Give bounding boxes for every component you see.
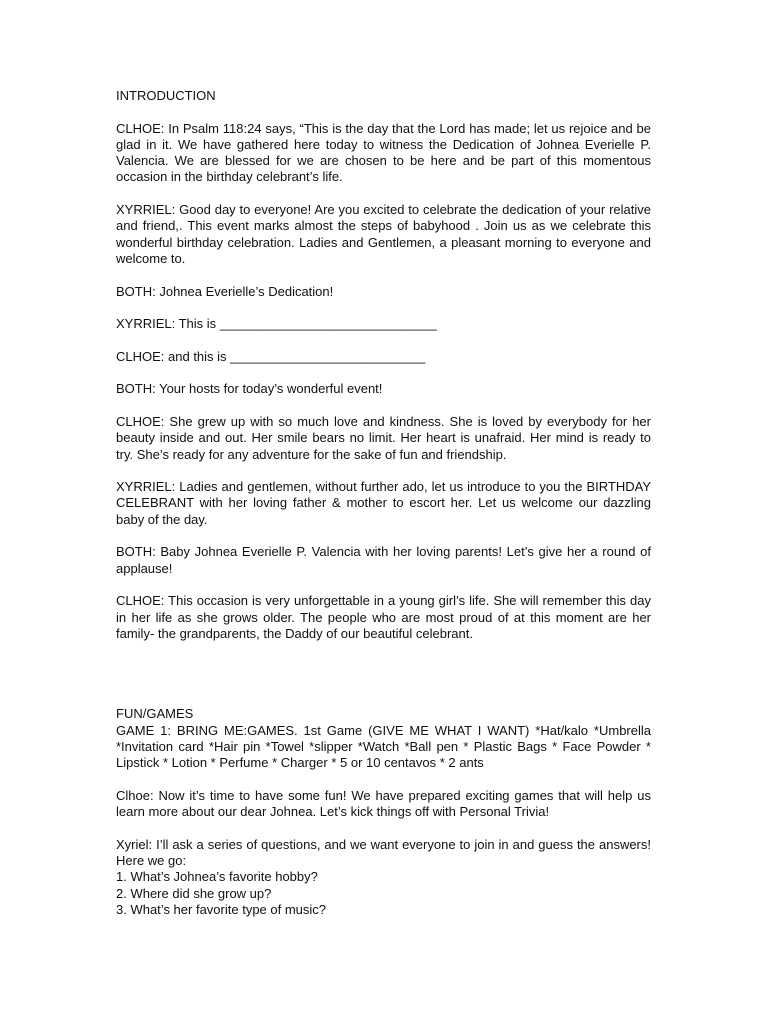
fun-games-section [116, 706, 651, 771]
trivia-question: 1. What’s Johnea’s favorite hobby? [116, 869, 318, 885]
paragraph-xyrriel-this-is: XYRRIEL: This is ______________________________ [116, 316, 437, 332]
fun-games-heading: FUN/GAMES [116, 706, 194, 722]
section-spacer [116, 658, 651, 706]
trivia-question-list [116, 869, 651, 918]
paragraph-clhoe-occasion: CLHOE: This occasion is very unforgettable in a young girl’s life. She will remember this day in her life as she grows older. The people who are most proud of at this moment are her family- the grandparents, the Daddy of our beautiful celebrant. [116, 593, 651, 641]
game-one-line: GAME 1: BRING ME:GAMES. 1st Game (GIVE ME WHAT I WANT) *Hat/kalo *Umbrella *Invitation card *Hair pin *Towel *slipper *Watch *Ball pen * Plastic Bags * Face Powder * Lipstick * Lotion * Perfume * Charger * 5 or 10 centavos * 2 ants [116, 722, 651, 771]
paragraph-xyriel-questions: Xyriel: I’ll ask a series of questions, and we want everyone to join in and guess the answers! Here we go: [116, 836, 651, 869]
paragraph-clhoe-psalm: CLHOE: In Psalm 118:24 says, “This is the day that the Lord has made; let us rejoice and be glad in it. We have gathered here today to witness the Dedication of Johnea Everielle P. Valencia. We are blessed for we are chosen to be here and be part of this momentous occasion in the birthday celebrant’s life. [116, 120, 651, 185]
paragraph-xyrriel-greeting: XYRRIEL: Good day to everyone! Are you excited to celebrate the dedication of your relative and friend,. This event marks almost the steps of babyhood . Join us as we celebrate this wonderful birthday celebration. Ladies and Gentlemen, a pleasant morning to everyone and welcome to. [116, 202, 651, 266]
paragraph-clhoe-love-kindness: CLHOE: She grew up with so much love and kindness. She is loved by everybody for her beauty inside and out. Her smile bears no limit. Her heart is unafraid. Her mind is ready to try. She’s ready for any adventure for the sake of fun and friendship. [116, 413, 651, 462]
trivia-section [116, 837, 651, 918]
paragraph-both-hosts: BOTH: Your hosts for today’s wonderful event! [116, 381, 383, 397]
paragraph-both-dedication: BOTH: Johnea Everielle’s Dedication! [116, 283, 334, 299]
trivia-question: 3. What’s her favorite type of music? [116, 901, 327, 917]
paragraph-both-applause: BOTH: Baby Johnea Everielle P. Valencia with her loving parents! Let’s give her a round of applause! [116, 544, 651, 576]
introduction-heading: INTRODUCTION [116, 88, 216, 103]
trivia-question: 2. Where did she grow up? [116, 885, 272, 901]
paragraph-clhoe-games: Clhoe: Now it’s time to have some fun! We have prepared exciting games that will help us learn more about our dear Johnea. Let’s kick things off with Personal Trivia! [116, 787, 651, 820]
paragraph-clhoe-and-this-is: CLHOE: and this is ___________________________ [116, 348, 426, 364]
paragraph-xyrriel-introduce: XYRRIEL: Ladies and gentlemen, without further ado, let us introduce to you the BIRTHDAY CELEBRANT with her loving father & mother to escort her. Let us welcome our dazzling baby of the day. [116, 479, 651, 527]
